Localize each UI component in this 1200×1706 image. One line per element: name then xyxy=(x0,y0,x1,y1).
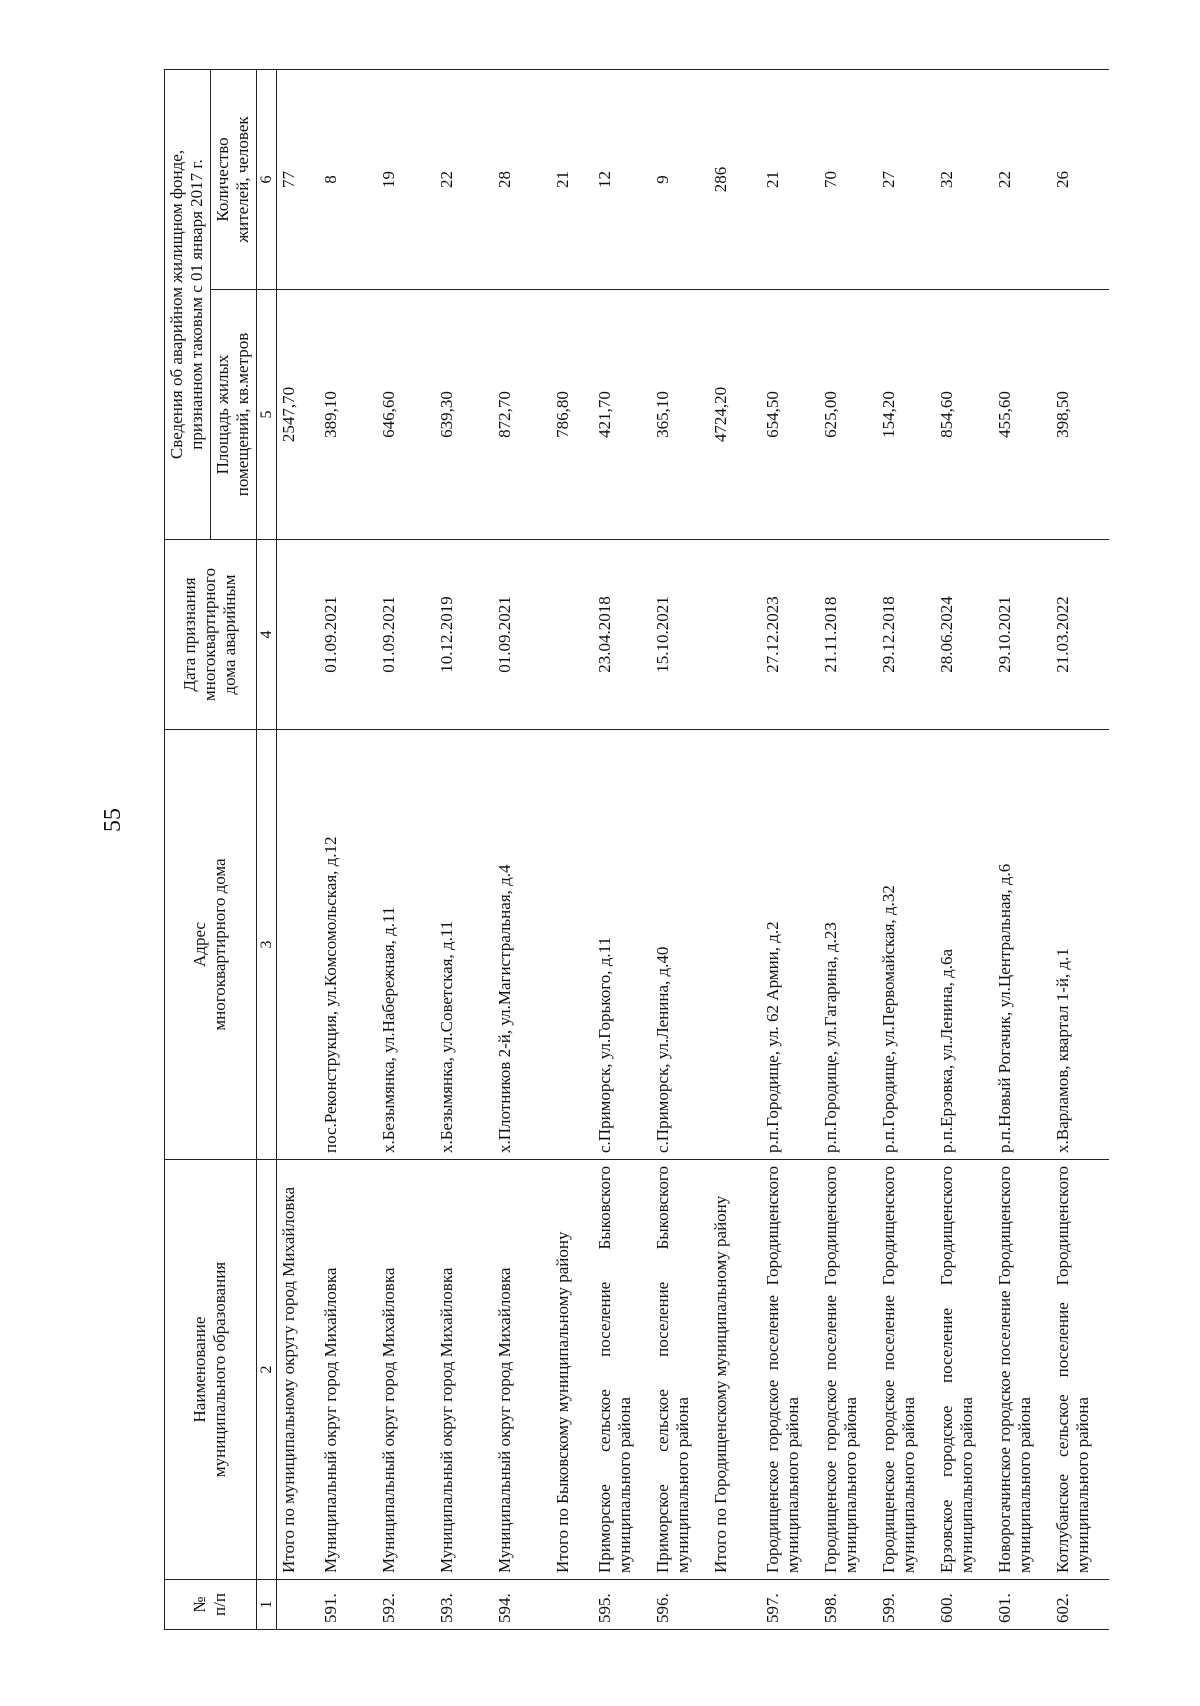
header-index-5: 5 xyxy=(256,290,276,540)
house-address xyxy=(276,730,319,1160)
row-number xyxy=(551,1580,593,1630)
emergency-date: 21.11.2018 xyxy=(819,540,877,730)
residents-count: 21 xyxy=(551,69,593,289)
table-row xyxy=(877,69,935,1629)
residents-count: 12 xyxy=(593,69,651,289)
house-address: р.п.Городище, ул.Первомайская, д.32 xyxy=(877,730,935,1160)
living-area: 872,70 xyxy=(493,290,551,540)
table-row xyxy=(593,69,651,1629)
emergency-date: 28.06.2024 xyxy=(935,540,993,730)
living-area: 421,70 xyxy=(593,290,651,540)
municipality-name: Муниципальный округ город Михайловка xyxy=(377,1160,435,1580)
residents-count: 19 xyxy=(377,69,435,289)
row-number xyxy=(709,1580,761,1630)
living-area: 4724,20 xyxy=(709,290,761,540)
house-address: р.п.Ерзовка, ул.Ленина, д.6а xyxy=(935,730,993,1160)
residents-count: 286 xyxy=(709,69,761,289)
living-area: 398,50 xyxy=(1051,290,1109,540)
emergency-date: 10.12.2019 xyxy=(435,540,493,730)
table-row xyxy=(761,69,819,1629)
header-index-4: 4 xyxy=(256,540,276,730)
header-group: Сведения об аварийном жилищном фонде, признанном таковым с 01 января 2017 г. xyxy=(165,69,211,539)
row-number: 600. xyxy=(935,1580,993,1630)
table-row xyxy=(819,69,877,1629)
emergency-date: 01.09.2021 xyxy=(319,540,377,730)
row-number: 594. xyxy=(493,1580,551,1630)
row-number: 592. xyxy=(377,1580,435,1630)
living-area: 389,10 xyxy=(319,290,377,540)
row-number: 597. xyxy=(761,1580,819,1630)
living-area: 854,60 xyxy=(935,290,993,540)
table-body xyxy=(276,69,1109,1629)
house-address: х.Безымянка, ул.Набережная, д.11 xyxy=(377,730,435,1160)
living-area: 2547,70 xyxy=(276,290,319,540)
residents-count: 26 xyxy=(1051,69,1109,289)
table-row xyxy=(435,69,493,1629)
municipality-name: Городищенское городское поселение Городищенского муниципального района xyxy=(761,1160,819,1580)
municipality-name: Приморское сельское поселение Быковского муниципального района xyxy=(651,1160,709,1580)
residents-count: 9 xyxy=(651,69,709,289)
header-index-1: 1 xyxy=(256,1580,276,1630)
residents-count: 8 xyxy=(319,69,377,289)
living-area: 154,20 xyxy=(877,290,935,540)
header-municipality: Наименование муниципального образования xyxy=(165,1160,257,1580)
row-number: 599. xyxy=(877,1580,935,1630)
residents-count: 21 xyxy=(761,69,819,289)
row-number: 593. xyxy=(435,1580,493,1630)
living-area: 625,00 xyxy=(819,290,877,540)
header-area: Площадь жилых помещений, кв.метров xyxy=(210,290,256,540)
municipality-name: Городищенское городское поселение Городищенского муниципального района xyxy=(819,1160,877,1580)
subtotal-row xyxy=(709,69,761,1629)
header-index-2: 2 xyxy=(256,1160,276,1580)
row-number: 596. xyxy=(651,1580,709,1630)
living-area: 455,60 xyxy=(993,290,1051,540)
municipality-name: Котлубанское сельское поселение Городищенского муниципального района xyxy=(1051,1160,1109,1580)
municipality-name: Новорогачинское городское поселение Городищенского муниципального района xyxy=(993,1160,1051,1580)
municipality-name: Городищенское городское поселение Городищенского муниципального района xyxy=(877,1160,935,1580)
living-area: 786,80 xyxy=(551,290,593,540)
table-row xyxy=(319,69,377,1629)
living-area: 646,60 xyxy=(377,290,435,540)
table-row xyxy=(993,69,1051,1629)
table-row xyxy=(377,69,435,1629)
residents-count: 22 xyxy=(435,69,493,289)
municipality-name: Ерзовское городское поселение Городищенского муниципального района xyxy=(935,1160,993,1580)
house-address: х.Варламов, квартал 1-й, д.1 xyxy=(1051,730,1109,1160)
emergency-date: 21.03.2022 xyxy=(1051,540,1109,730)
emergency-date: 15.10.2021 xyxy=(651,540,709,730)
table-row xyxy=(935,69,993,1629)
emergency-date xyxy=(709,540,761,730)
row-number: 601. xyxy=(993,1580,1051,1630)
emergency-date: 29.10.2021 xyxy=(993,540,1051,730)
residents-count: 77 xyxy=(276,69,319,289)
living-area: 365,10 xyxy=(651,290,709,540)
header-residents: Количество жителей, человек xyxy=(210,69,256,289)
subtotal-row xyxy=(551,69,593,1629)
municipality-name: Муниципальный округ город Михайловка xyxy=(435,1160,493,1580)
residents-count: 22 xyxy=(993,69,1051,289)
residents-count: 27 xyxy=(877,69,935,289)
emergency-date: 01.09.2021 xyxy=(493,540,551,730)
header-number: № п/п xyxy=(165,1580,257,1630)
subtotal-row xyxy=(276,69,319,1629)
residents-count: 70 xyxy=(819,69,877,289)
municipality-name: Муниципальный округ город Михайловка xyxy=(319,1160,377,1580)
municipality-name: Муниципальный округ город Михайловка xyxy=(493,1160,551,1580)
living-area: 639,30 xyxy=(435,290,493,540)
emergency-housing-table xyxy=(164,69,1109,1630)
header-index-3: 3 xyxy=(256,730,276,1160)
house-address: р.п.Городище, ул. 62 Армии, д.2 xyxy=(761,730,819,1160)
row-number: 595. xyxy=(593,1580,651,1630)
house-address: пос.Реконструкция, ул.Комсомольская, д.12 xyxy=(319,730,377,1160)
table-row xyxy=(651,69,709,1629)
table-header xyxy=(165,69,277,1629)
house-address: х.Безымянка, ул.Советская, д.11 xyxy=(435,730,493,1160)
municipality-name: Приморское сельское поселение Быковского муниципального района xyxy=(593,1160,651,1580)
living-area: 654,50 xyxy=(761,290,819,540)
municipality-name: Итого по муниципальному округу город Михайловка xyxy=(276,1160,319,1580)
emergency-date: 29.12.2018 xyxy=(877,540,935,730)
emergency-date: 27.12.2023 xyxy=(761,540,819,730)
municipality-name: Итого по Быковскому муниципальному району xyxy=(551,1160,593,1580)
row-number xyxy=(276,1580,319,1630)
house-address xyxy=(551,730,593,1160)
emergency-date: 01.09.2021 xyxy=(377,540,435,730)
municipality-name: Итого по Городищенскому муниципальному району xyxy=(709,1160,761,1580)
row-number: 602. xyxy=(1051,1580,1109,1630)
residents-count: 28 xyxy=(493,69,551,289)
row-number: 598. xyxy=(819,1580,877,1630)
emergency-date: 23.04.2018 xyxy=(593,540,651,730)
table-row xyxy=(493,69,551,1629)
emergency-date xyxy=(551,540,593,730)
header-date: Дата признания многоквартирного дома аварийным xyxy=(165,540,257,730)
residents-count: 32 xyxy=(935,69,993,289)
rotated-table-container xyxy=(164,70,1194,1630)
house-address: с.Приморск, ул.Горького, д.11 xyxy=(593,730,651,1160)
page-number: 55 xyxy=(100,808,126,832)
emergency-date xyxy=(276,540,319,730)
house-address: р.п.Новый Рогачик, ул.Центральная, д.6 xyxy=(993,730,1051,1160)
house-address: х.Плотников 2-й, ул.Магистральная, д.4 xyxy=(493,730,551,1160)
table-row xyxy=(1051,69,1109,1629)
house-address xyxy=(709,730,761,1160)
header-address: Адрес многоквартирного дома xyxy=(165,730,257,1160)
row-number: 591. xyxy=(319,1580,377,1630)
header-index-6: 6 xyxy=(256,69,276,289)
house-address: с.Приморск, ул.Ленина, д.40 xyxy=(651,730,709,1160)
house-address: р.п.Городище, ул.Гагарина, д.23 xyxy=(819,730,877,1160)
